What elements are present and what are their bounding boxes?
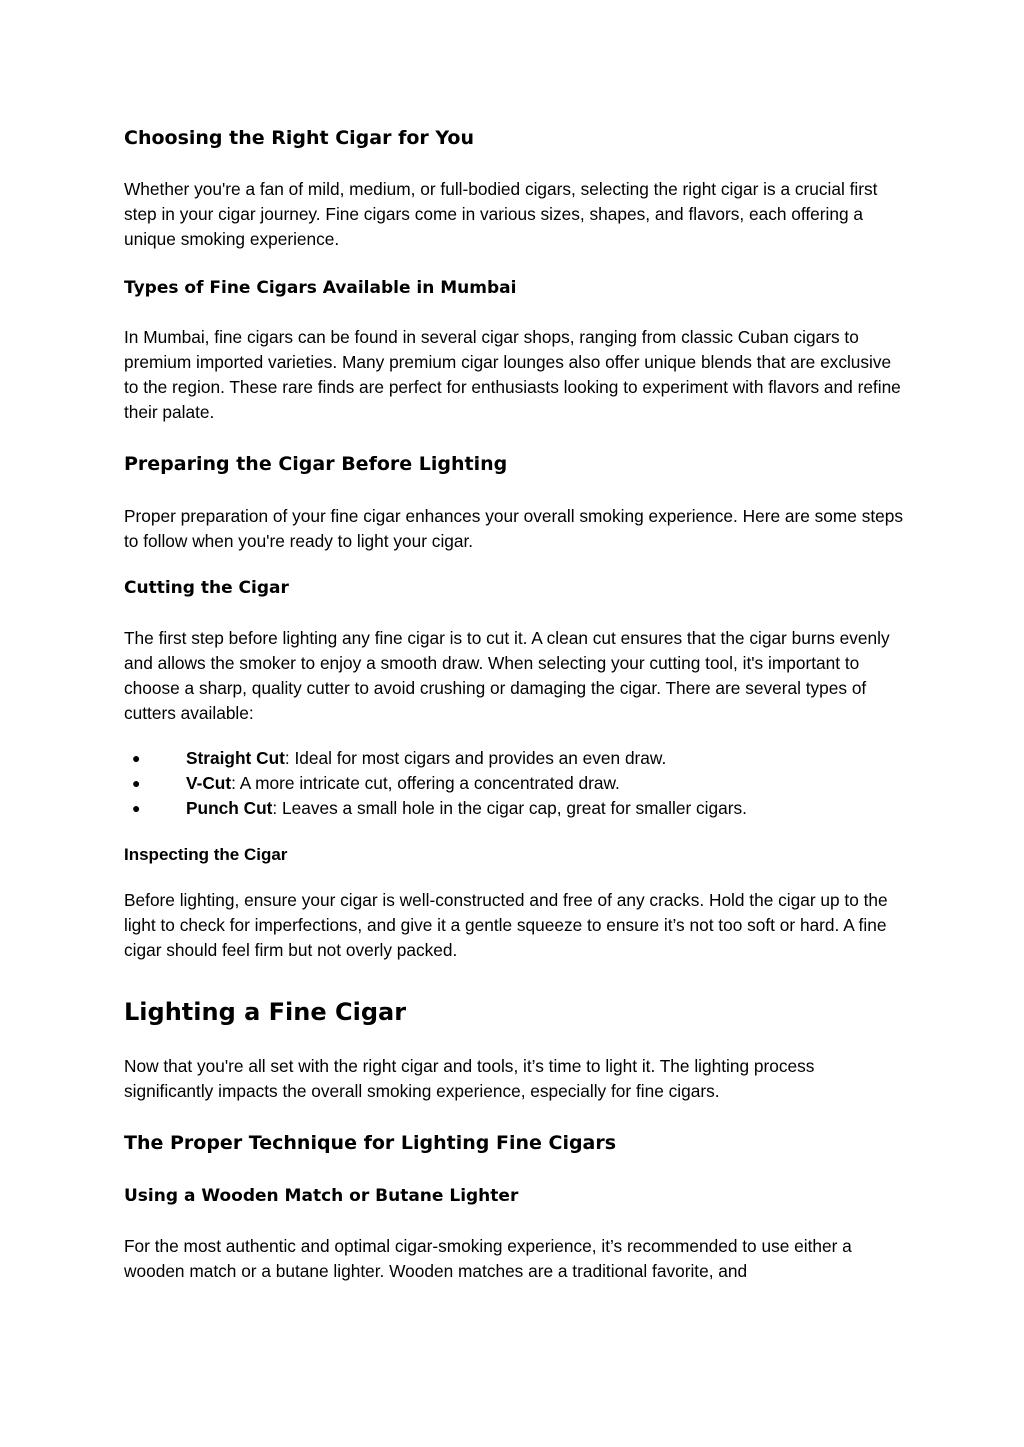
heading-types-of-cigars: Types of Fine Cigars Available in Mumbai bbox=[124, 278, 517, 298]
heading-choosing-cigar: Choosing the Right Cigar for You bbox=[124, 127, 474, 149]
cut-description: : Ideal for most cigars and provides an even draw. bbox=[284, 748, 667, 768]
heading-cutting-cigar: Cutting the Cigar bbox=[124, 578, 289, 598]
list-item-straight-cut bbox=[124, 746, 904, 771]
bullet-icon: ● bbox=[132, 750, 141, 766]
heading-preparing-cigar: Preparing the Cigar Before Lighting bbox=[124, 453, 508, 475]
cut-name: Straight Cut bbox=[186, 748, 285, 768]
paragraph-lighting-cigar: Now that you're all set with the right cigar and tools, it’s time to light it. The lighting process significantly impacts the overall smoking experience, especially for fine cigars. bbox=[124, 1056, 815, 1101]
bullet-icon: ● bbox=[132, 775, 141, 791]
cut-description: : A more intricate cut, offering a concentrated draw. bbox=[231, 773, 620, 793]
heading-lighting-cigar: Lighting a Fine Cigar bbox=[124, 998, 407, 1026]
paragraph-cutting-cigar: The first step before lighting any fine cigar is to cut it. A clean cut ensures that the cigar burns evenly and allows the smoker to enjoy a smooth draw. When selecting your cutting tool, it's important to choose a sharp, quality cutter to avoid crushing or damaging the cigar. There are several types of cutters available: bbox=[124, 628, 890, 723]
cut-name: V-Cut bbox=[186, 773, 232, 793]
paragraph-preparing-cigar: Proper preparation of your fine cigar enhances your overall smoking experience. Here are some steps to follow when you're ready to light your cigar. bbox=[124, 506, 904, 551]
cut-description: : Leaves a small hole in the cigar cap, great for smaller cigars. bbox=[272, 798, 747, 818]
list-item-v-cut bbox=[124, 771, 904, 796]
heading-proper-technique: The Proper Technique for Lighting Fine Cigars bbox=[124, 1132, 617, 1154]
paragraph-inspecting-cigar: Before lighting, ensure your cigar is well-constructed and free of any cracks. Hold the cigar up to the light to check for imperfections, and give it a gentle squeeze to ensure it’s not too soft or hard. A fine cigar should feel firm but not overly packed. bbox=[124, 890, 888, 960]
heading-inspecting-cigar: Inspecting the Cigar bbox=[124, 845, 288, 864]
bullet-icon: ● bbox=[132, 800, 141, 816]
list-item-punch-cut bbox=[124, 796, 904, 821]
paragraph-types-of-cigars: In Mumbai, fine cigars can be found in several cigar shops, ranging from classic Cuban cigars to premium imported varieties. Many premium cigar lounges also offer unique blends that are exclusive to the region. These rare finds are perfect for enthusiasts looking to experiment with flavors and refine their palate. bbox=[124, 327, 901, 422]
cut-name: Punch Cut bbox=[186, 798, 273, 818]
heading-wooden-match: Using a Wooden Match or Butane Lighter bbox=[124, 1186, 519, 1206]
cutter-types-list bbox=[124, 746, 904, 821]
paragraph-choosing-cigar: Whether you're a fan of mild, medium, or full-bodied cigars, selecting the right cigar is a crucial first step in your cigar journey. Fine cigars come in various sizes, shapes, and flavors, each offering a unique smoking experience. bbox=[124, 179, 878, 249]
paragraph-wooden-match: For the most authentic and optimal cigar-smoking experience, it’s recommended to use either a wooden match or a butane lighter. Wooden matches are a traditional favorite, and bbox=[124, 1236, 852, 1281]
